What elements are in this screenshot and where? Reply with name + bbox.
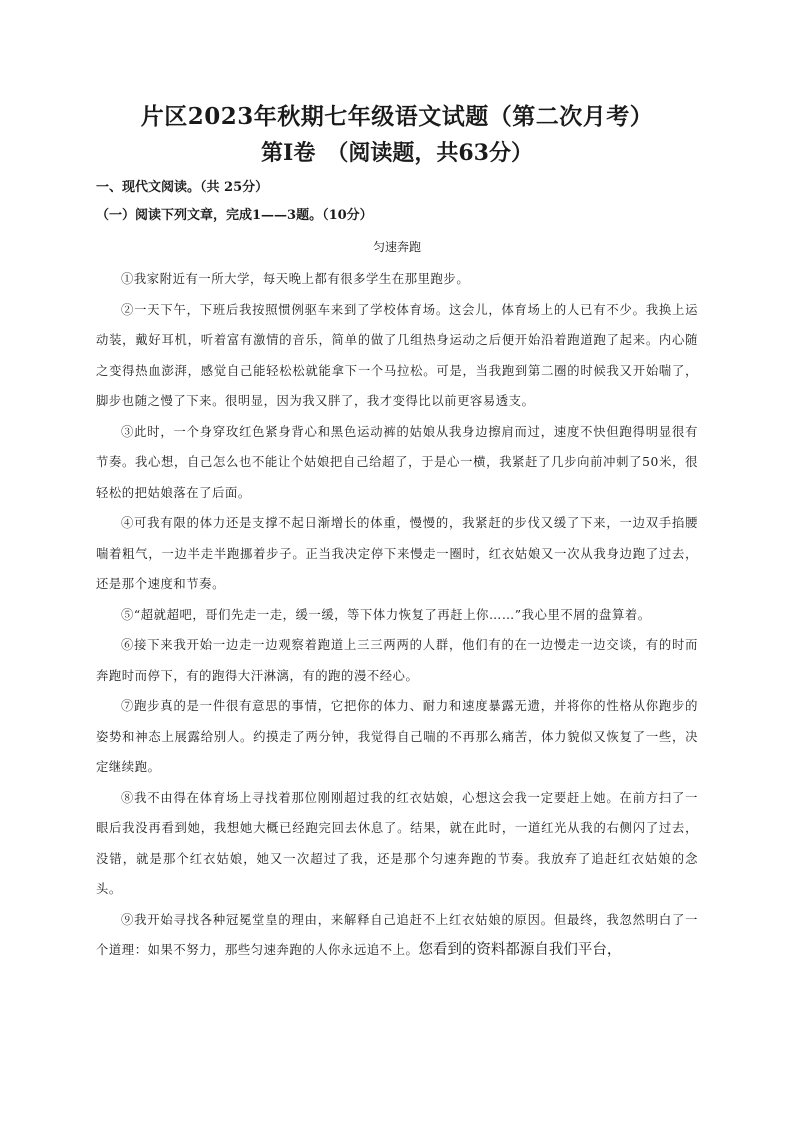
article-paragraph-2: ②一天下午，下班后我按照惯例驱车来到了学校体育场。这会儿，体育场上的人已有不少。我换上运动装，戴好耳机，听着富有激情的音乐，简单的做了几组热身运动之后便开始沿着跑道跑了起来。内心随之变得热血澎湃，感觉自己能轻松松就能拿下一个马拉松。可是，当我跑到第二圈的时候我又开始喘了，脚步也随之慢了下来。很明显，因为我又胖了，我才变得比以前更容易透支。 (96, 302, 698, 408)
article-paragraph-4: ④可我有限的体力还是支撑不起日渐增长的体重，慢慢的，我紧赶的步伐又缓了下来，一边双手掐腰喘着粗气，一边半走半跑挪着步子。正当我决定停下来慢走一圈时，红衣姑娘又一次从我身边跑了过去，还是那个速度和节奏。 (96, 516, 698, 591)
article-title: 匀速奔跑 (372, 240, 421, 254)
trailing-watermark-text: 您看到的资料都源自我们平台， (418, 942, 622, 958)
article-paragraph-3: ③此时，一个身穿玫红色紧身背心和黑色运动裤的姑娘从我身边擦肩而过，速度不快但跑得明显很有节奏。我心想，自己怎么也不能让个姑娘把自己给超了，于是心一横，我紧赶了几步向前冲刺了50米，很轻松的把姑娘落在了后面。 (96, 424, 698, 500)
volume-subtitle: 第Ⅰ卷 （阅读题，共63分） (261, 140, 533, 166)
article-paragraph-9 (96, 905, 698, 966)
part-heading: （一）阅读下列文章，完成1——3题。（10分） (96, 208, 373, 223)
article-paragraph-1: ①我家附近有一所大学，每天晚上都有很多学生在那里跑步。 (121, 272, 470, 286)
article-paragraph-7: ⑦跑步真的是一件很有意思的事情，它把你的体力、耐力和速度暴露无遗，并将你的性格从你跑步的姿势和神态上展露给别人。约摸走了两分钟，我觉得自己喘的不再那么痛苦，体力貌似又恢复了一些，决定继续跑。 (96, 699, 698, 774)
article-paragraph-6: ⑥接下来我开始一边走一边观察着跑道上三三两两的人群，他们有的在一边慢走一边交谈，有的时而奔跑时而停下，有的跑得大汗淋漓，有的跑的漫不经心。 (96, 638, 698, 683)
exam-title: 片区2023年秋期七年级语文试题（第二次月考） (140, 103, 654, 130)
section-heading: 一、现代文阅读。（共 25分） (96, 180, 269, 195)
article-paragraph-8: ⑧我不由得在体育场上寻找着那位刚刚超过我的红衣姑娘，心想这会我一定要赶上她。在前方扫了一眼后我没再看到她，我想她大概已经跑完回去休息了。结果，就在此时，一道红光从我的右侧闪了过去，没错，就是那个红衣姑娘，她又一次超过了我，还是那个匀速奔跑的节奏。我放弃了追赶红衣姑娘的念头。 (96, 790, 698, 896)
article-paragraph-5: ⑤“超就超吧，哥们先走一走，缓一缓，等下体力恢复了再赶上你……”我心里不屑的盘算着。 (121, 607, 651, 622)
article-paragraph-9-text: ⑨我开始寻找各种冠冕堂皇的理由，来解释自己追赶不上红衣姑娘的原因。但最终，我忽然明白了一个道理：如果不努力，那些匀速奔跑的人你永远追不上。 (96, 912, 698, 957)
